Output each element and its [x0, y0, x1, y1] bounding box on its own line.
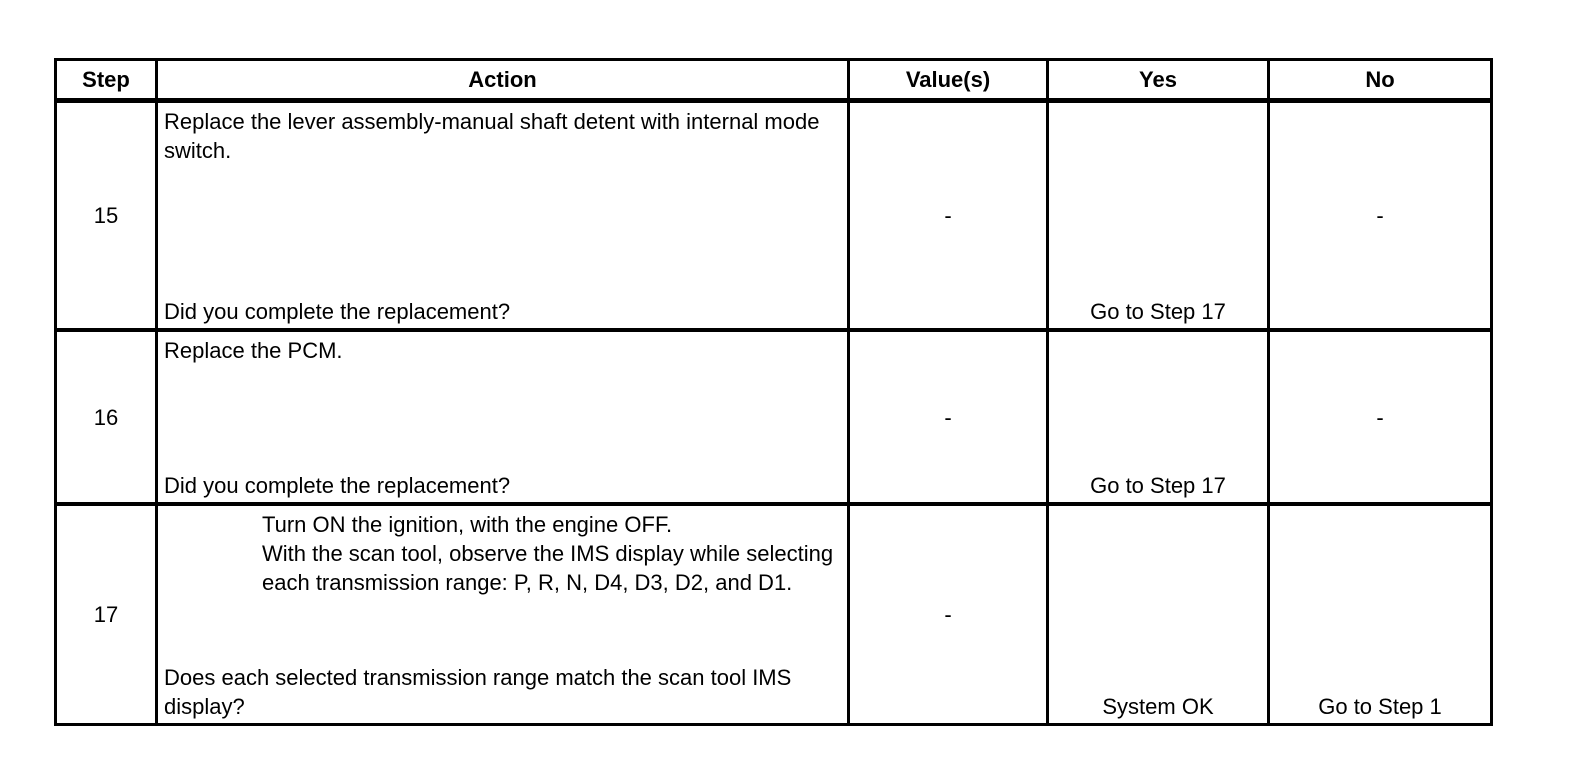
diagnostic-table	[54, 58, 1493, 726]
action-cell	[157, 101, 849, 331]
header-row	[56, 60, 1492, 101]
value-cell: -	[849, 101, 1048, 331]
instruction-text: Replace the PCM.	[164, 338, 343, 363]
value-cell: -	[849, 330, 1048, 504]
yes-result: System OK	[1102, 694, 1214, 719]
header-yes: Yes	[1048, 60, 1269, 101]
table-row	[56, 330, 1492, 504]
header-no: No	[1269, 60, 1492, 101]
no-result: Go to Step 1	[1318, 694, 1442, 719]
no-cell: -	[1269, 330, 1492, 504]
header-step: Step	[56, 60, 157, 101]
action-question	[164, 471, 843, 500]
yes-cell	[1048, 504, 1269, 725]
header-action: Action	[157, 60, 849, 101]
yes-result: Go to Step 17	[1090, 299, 1226, 324]
action-cell	[157, 504, 849, 725]
action-question	[164, 297, 843, 326]
instruction-text: Replace the lever assembly-manual shaft detent with internal mode switch.	[164, 109, 820, 163]
instruction-text: Turn ON the ignition, with the engine OFF.	[262, 512, 673, 537]
table-row	[56, 504, 1492, 725]
table-row	[56, 101, 1492, 331]
step-number: 17	[56, 504, 157, 725]
no-cell	[1269, 504, 1492, 725]
action-instructions	[164, 510, 843, 597]
action-instructions	[164, 107, 843, 165]
value-cell: -	[849, 504, 1048, 725]
action-cell	[157, 330, 849, 504]
no-cell: -	[1269, 101, 1492, 331]
instruction-text: With the scan tool, observe the IMS display while selecting each transmission range: P, R, N, D4, D3, D2, and D1.	[262, 541, 834, 595]
question-text: Does each selected transmission range match the scan tool IMS display?	[164, 665, 792, 719]
action-instructions	[164, 336, 843, 365]
yes-cell	[1048, 101, 1269, 331]
question-text: Did you complete the replacement?	[164, 299, 511, 324]
yes-result: Go to Step 17	[1090, 473, 1226, 498]
step-number: 16	[56, 330, 157, 504]
step-number: 15	[56, 101, 157, 331]
header-values: Value(s)	[849, 60, 1048, 101]
yes-cell	[1048, 330, 1269, 504]
action-question	[164, 663, 843, 721]
question-text: Did you complete the replacement?	[164, 473, 511, 498]
